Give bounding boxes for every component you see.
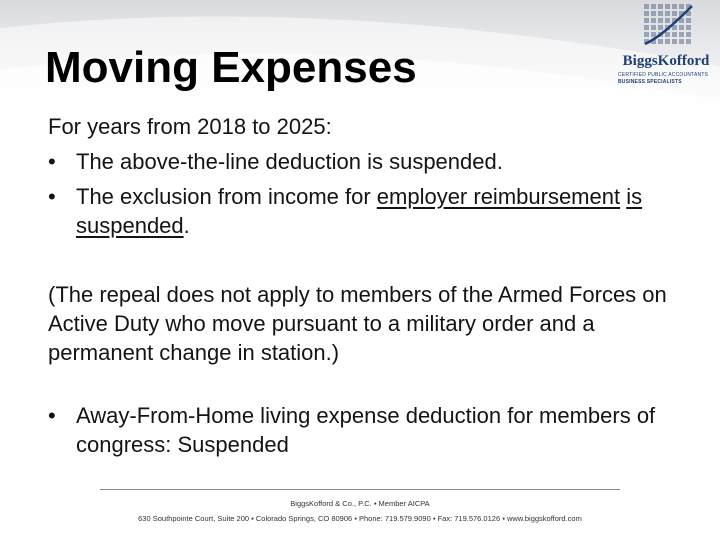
bullet-marker: •: [48, 184, 56, 209]
bullet-text: Away-From-Home living expense deduction for members of congress: Suspended: [76, 403, 656, 457]
bullet-marker: •: [48, 149, 56, 174]
footer-line-2: 630 Southpointe Court, Suite 200 ▪ Colorado Springs, CO 80906 ▪ Phone: 719.579.9090 ▪ Fax: 719.576.0126 ▪ www.biggskofford.com: [138, 514, 582, 523]
bullet-item-exclusion: [48, 182, 698, 240]
footer-divider: [100, 489, 620, 490]
slide-body: [48, 112, 698, 465]
bullet-text-prefix: The exclusion from income for: [76, 184, 377, 209]
logo-name: BiggsKofford: [622, 53, 710, 69]
logo-graph-icon: [642, 0, 694, 50]
spacer: [48, 246, 698, 280]
bullet-text-suffix: .: [183, 213, 190, 238]
footer-line-1: BiggsKofford & Co., P.C. ▪ Member AICPA: [290, 499, 430, 508]
spacer: [48, 367, 698, 401]
slide-title: Moving Expenses: [45, 43, 417, 92]
underlined-phrase: employer reimbursement: [376, 184, 621, 209]
intro-line: For years from 2018 to 2025:: [48, 114, 332, 139]
logo-tagline-line-1: CERTIFIED PUBLIC ACCOUNTANTS: [618, 72, 709, 78]
logo-tagline-line-2: BUSINESS SPECIALISTS: [618, 79, 682, 85]
slide-footer: [0, 496, 720, 526]
bullet-text: The above-the-line deduction is suspended.: [76, 149, 503, 174]
bullet-item-deduction: [48, 147, 698, 176]
underlined-phrase: is suspended: [76, 184, 643, 238]
bullet-marker: •: [48, 403, 56, 428]
logo-tagline: [618, 72, 720, 86]
bullet-item-congress: [48, 401, 698, 459]
company-logo: [612, 0, 720, 92]
armed-forces-note: (The repeal does not apply to members of the Armed Forces on Active Duty who move pursuant to a military order and a permanent change in station.): [48, 282, 667, 365]
